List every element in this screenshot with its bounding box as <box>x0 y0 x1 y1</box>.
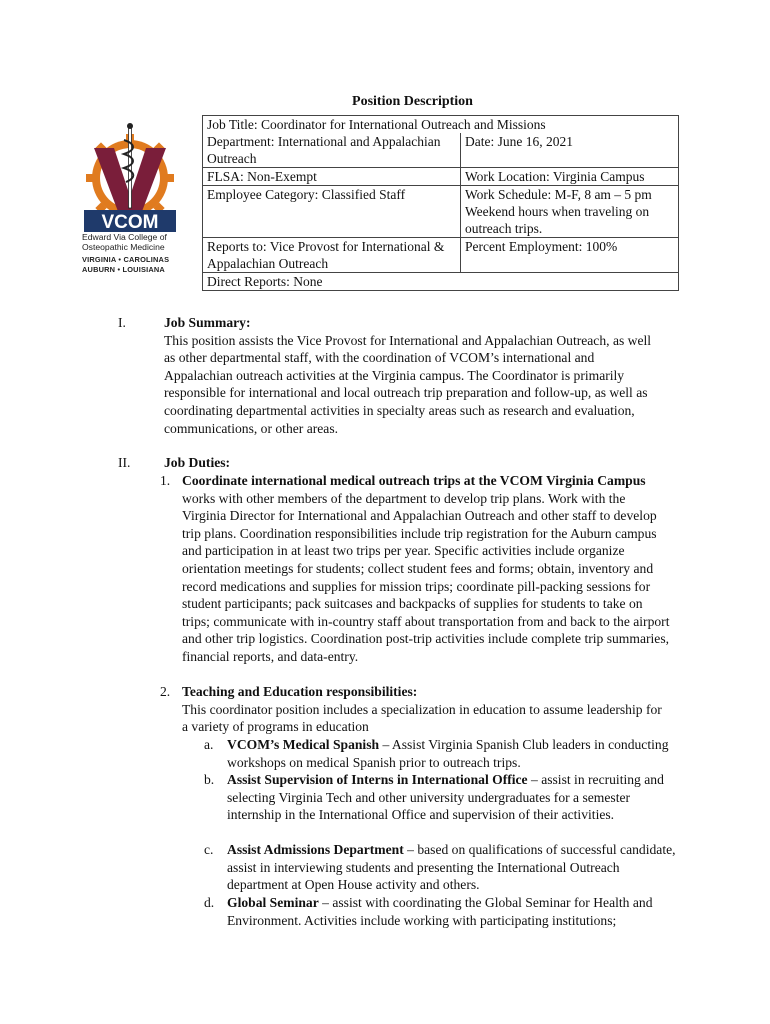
section-1-number: I. <box>118 315 126 330</box>
job-info-table <box>202 115 679 291</box>
employee-category-cell: Employee Category: Classified Staff <box>203 186 461 238</box>
item-c-letter: c. <box>204 842 214 857</box>
work-location-cell: Work Location: Virginia Campus <box>461 168 679 186</box>
section-2-number: II. <box>118 455 131 470</box>
flsa-cell: FLSA: Non-Exempt <box>203 168 461 186</box>
item-a-text: – Assist Virginia Spanish Club leaders in conducting workshops on medical Spanish prior to outreach trips. <box>227 737 669 770</box>
logo-locations-line2: AUBURN • LOUISIANA <box>82 264 165 274</box>
logo-name-line2: Osteopathic Medicine <box>82 242 165 252</box>
duty-2-number: 2. <box>160 684 171 699</box>
page-title: Position Description <box>352 94 473 109</box>
item-a <box>227 736 677 771</box>
item-b-title: Assist Supervision of Interns in International Office <box>227 772 528 787</box>
logo-name-line1: Edward Via College of <box>82 232 167 242</box>
duty-1 <box>182 472 670 666</box>
section-2-heading: Job Duties: <box>164 455 231 470</box>
job-title-cell: Job Title: Coordinator for International Outreach and Missions <box>203 116 679 134</box>
logo-locations-line1: VIRGINIA • CAROLINAS <box>82 255 170 264</box>
item-b-letter: b. <box>204 772 215 787</box>
percent-employment-cell: Percent Employment: 100% <box>461 238 679 273</box>
vcom-acronym: VCOM <box>101 212 159 233</box>
logo-subtitle <box>82 232 178 274</box>
section-1-text: This position assists the Vice Provost for International and Appalachian Outreach, as well as other departmental staff, with the coordination of VCOM’s international and Appalachian outreach activities at the Virginia campus. The Coordinator is primarily responsible for international and local outreach trip preparation and follow-up, as well as coordinating departmental activities in specialty areas such as research and evaluation, communications, or other areas. <box>164 332 652 436</box>
reports-to-cell: Reports to: Vice Provost for International & Appalachian Outreach <box>203 238 461 273</box>
item-b-text: – assist in recruiting and selecting Virginia Tech and other university undergraduates for a semester internship in the International Office and supervision of their activities. <box>227 772 664 823</box>
duty-1-number: 1. <box>160 473 171 488</box>
duty-2-title: Teaching and Education responsibilities: <box>182 684 418 699</box>
item-c-title: Assist Admissions Department <box>227 842 404 857</box>
department-cell: Department: International and Appalachian Outreach <box>203 133 461 168</box>
item-d-letter: d. <box>204 895 215 910</box>
date-cell: Date: June 16, 2021 <box>461 133 679 168</box>
duty-1-title: Coordinate international medical outreach trips at the VCOM Virginia Campus <box>182 473 646 488</box>
work-schedule-cell: Work Schedule: M-F, 8 am – 5 pm Weekend hours when traveling on outreach trips. <box>461 186 679 238</box>
item-a-title: VCOM’s Medical Spanish <box>227 737 380 752</box>
section-1 <box>164 314 664 437</box>
section-1-heading: Job Summary: <box>164 315 251 330</box>
duty-2 <box>182 683 670 736</box>
item-c <box>227 841 677 894</box>
item-a-letter: a. <box>204 737 214 752</box>
item-d-title: Global Seminar <box>227 895 319 910</box>
direct-reports-cell: Direct Reports: None <box>203 273 679 291</box>
duty-1-text: works with other members of the department to develop trip plans. Work with the Virginia Director for International and Appalachian Outreach and other staff to develop trip plans. Coordination responsibilities include trip registration for the Auburn campus and participation in at least two trips per year. Specific activities include organize orientation meetings for students; collect student fees and forms; obtain, inventory and record medications and supplies for mission trips; coordinate pill-packing sessions for student participants; pack suitcases and backpacks of supplies for students to take on trips; communicate with in-country staff about transportation from and back to the airport and other trip logistics. Coordination post-trip activities include complete trip summaries, financial reports, and data-entry. <box>182 490 670 664</box>
item-d <box>227 894 677 929</box>
item-b <box>227 771 677 824</box>
item-c-text: – based on qualifications of successful candidate, assist in interviewing students and presenting the International Outreach department at Open House activity and others. <box>227 842 676 893</box>
item-d-text: – assist with coordinating the Global Seminar for Health and Environment. Activities include working with participating institutions; <box>227 895 653 928</box>
duty-2-text: This coordinator position includes a specialization in education to assume leadership for a variety of programs in education <box>182 701 662 735</box>
